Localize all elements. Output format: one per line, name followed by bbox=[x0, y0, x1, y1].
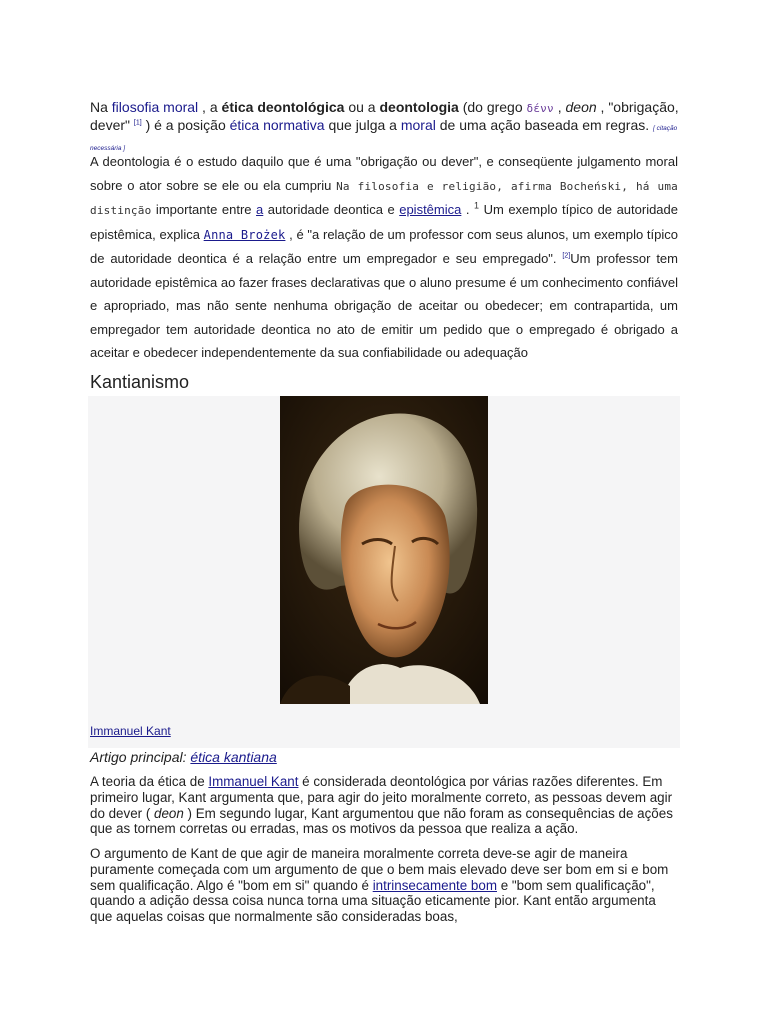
intro-paragraph bbox=[90, 99, 680, 157]
text: , "obrigação, dever" bbox=[90, 99, 679, 133]
text: e "bom sem qualificação", quando a adição dessa coisa nunca torna uma situação eticamente pior. Kant então argumenta que aquelas coisas que normalmente são consideradas boas, bbox=[90, 877, 656, 925]
text: , é "a relação de um professor com seus alunos, um exemplo típico de autoridade deontica é a relação entre um empregador e seu empregado". bbox=[90, 226, 678, 266]
text: Um exemplo típico de autoridade epistêmica, explica bbox=[90, 202, 679, 242]
ref-2[interactable]: [2] bbox=[562, 252, 571, 260]
text: Um professor tem autoridade epistêmica ao fazer frases declarativas que o aluno presume é um conhecimento confiável e apropriado, mas não sente nenhuma obrigação de aceitar ou obedecer; em contrapartida, um empregador tem autoridade deontica no ato de emitir um pedido que o empregado é obrigado a aceitar e obedecer independentemente da sua confiabilidade ou adequação bbox=[90, 251, 678, 360]
link-etica-kantiana[interactable]: ética kantiana bbox=[190, 749, 277, 765]
text: ou a bbox=[344, 99, 380, 115]
text: é considerada deontológica por várias razões diferentes. Em primeiro lugar, Kant argumenta que, para agir do jeito moralmente correto, as pessoas devem agir do dever ( bbox=[90, 774, 673, 821]
link-intrinsecamente-bom[interactable]: intrinsecamente bom bbox=[372, 877, 497, 893]
kant-paragraph-2 bbox=[90, 846, 680, 925]
term-deontologia: deontologia bbox=[379, 99, 459, 115]
citation-needed[interactable]: [ citação necessária ] bbox=[90, 125, 678, 152]
figure-caption-link[interactable]: Immanuel Kant bbox=[90, 724, 171, 738]
greek-word: δένν bbox=[526, 102, 554, 115]
link-etica-normativa[interactable]: ética normativa bbox=[229, 117, 325, 133]
link-epistemica[interactable]: epistêmica bbox=[399, 202, 462, 217]
kant-portrait bbox=[280, 396, 488, 704]
main-article-note bbox=[90, 749, 277, 765]
section-heading: Kantianismo bbox=[90, 372, 190, 392]
link-a[interactable]: a bbox=[256, 202, 264, 217]
kant-paragraph-1 bbox=[90, 774, 680, 837]
text: ) Em segundo lugar, Kant argumentou que não foram as consequências de ações que as tornem corretas ou erradas, mas os motivos da pessoa que realiza a ação. bbox=[90, 805, 673, 837]
deon-word: deon bbox=[565, 99, 597, 115]
text: , bbox=[553, 99, 566, 115]
text: autoridade deontica e bbox=[263, 202, 400, 217]
text: A deontologia é o estudo daquilo que é uma "obrigação ou dever", e conseqüente julgamento moral sobre o ator sobre se ele ou ela cumpriu bbox=[90, 154, 678, 193]
text: (do grego bbox=[458, 99, 527, 115]
deon-word: deon bbox=[154, 805, 184, 821]
main-article-label: Artigo principal: bbox=[90, 749, 191, 765]
text: de uma ação baseada em regras. bbox=[435, 117, 654, 133]
term-etica-deontologica: ética deontológica bbox=[221, 99, 345, 115]
link-anna-brozek[interactable]: Anna Brożek bbox=[203, 227, 286, 242]
link-moral[interactable]: moral bbox=[400, 117, 436, 133]
text: que julga a bbox=[324, 117, 401, 133]
text: , a bbox=[198, 99, 222, 115]
text: A teoria da ética de bbox=[90, 774, 209, 789]
deontology-paragraph bbox=[90, 150, 678, 365]
text: ) é a posição bbox=[141, 117, 230, 133]
ref-small[interactable]: 1 bbox=[474, 200, 480, 211]
text: importante entre bbox=[151, 202, 257, 217]
quote-bochenski: Na filosofia e religião, afirma Bocheński, há uma distinção bbox=[90, 179, 678, 217]
text: Na bbox=[90, 99, 112, 115]
figure-box bbox=[88, 396, 680, 748]
portrait-image bbox=[280, 396, 488, 704]
text: . bbox=[461, 202, 475, 217]
link-immanuel-kant[interactable]: Immanuel Kant bbox=[208, 774, 299, 789]
ref-1[interactable]: [1] bbox=[133, 119, 142, 127]
text: O argumento de Kant de que agir de maneira moralmente correta deve-se agir de maneira puramente começada com um argumento de que o bem mais elevado deve ser bom em si e bom sem qualificação. Algo é "bom em si" quando é bbox=[90, 846, 669, 893]
link-filosofia-moral[interactable]: filosofia moral bbox=[111, 99, 199, 115]
